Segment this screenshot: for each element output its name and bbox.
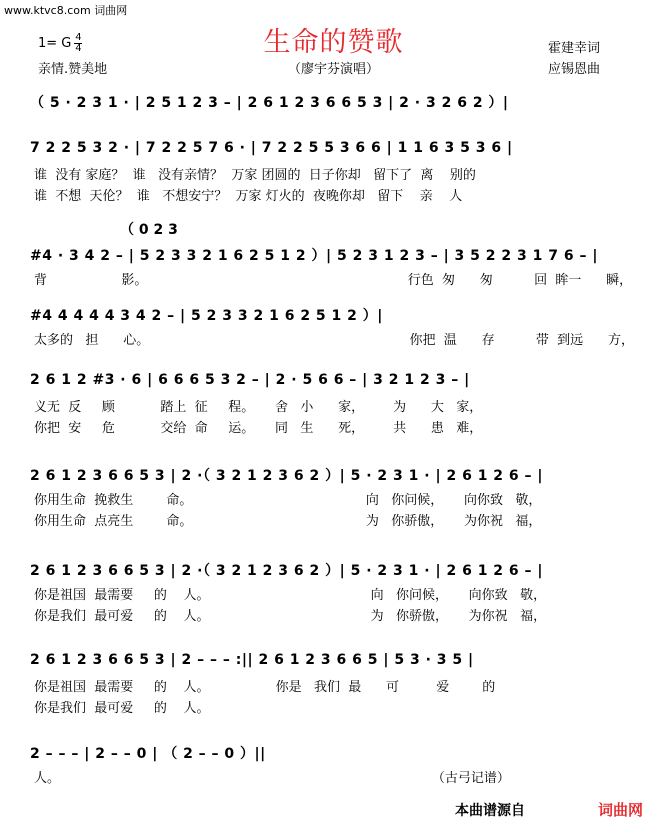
lyric-line: 太多的 担 心。 你把 温 存 带 到远 方， [34, 333, 634, 348]
lyric-line: 谁 没有 家庭？ 谁 没有亲情？ 万家 团圆的 日子你却 留下了 离 别的 [34, 168, 476, 183]
lyric-line: 你是祖国 最需要 的 人。 你是 我们 最 可 爱 的 [34, 680, 496, 695]
notation-line: 2 – – – | 2 – – 0 | （ 2 – – 0 ）|| [30, 746, 266, 762]
composer-credit: 应锡恩曲 [548, 62, 601, 77]
notation-line: #4 4 4 4 4 3 4 2 – | 5 2 3 3 2 1 6 2 5 1 2 ）| [30, 308, 383, 324]
time-top: 4 [75, 32, 82, 43]
notation-line: 2 6 1 2 #3 · 6 | 6 6 6 5 3 2 – | 2 · 5 6 6 – | 3 2 1 2 3 – | [30, 372, 470, 388]
key-label: 1= G [38, 36, 72, 51]
lyric-line: 你用生命 挽救生 命。 向 你问候， 向你致 敬， [34, 493, 542, 508]
singer-credit: （廖宇芬演唱） [287, 62, 379, 77]
notation-line: 2 6 1 2 3 6 6 5 3 | 2 ·（ 3 2 1 2 3 6 2 ）| 5 · 2 3 1 · | 2 6 1 2 6 – | [30, 563, 544, 579]
notation-line: 7 2 2 5 3 2 · | 7 2 2 5 7 6 · | 7 2 2 5 5 3 6 6 | 1 1 6 3 5 3 6 | [30, 140, 513, 156]
notation-line: 2 6 1 2 3 6 6 5 3 | 2 ·（ 3 2 1 2 3 6 2 ）| 5 · 2 3 1 · | 2 6 1 2 6 – | [30, 468, 544, 484]
lyric-line: 你把 安 危 交给 命 运。 同 生 死， 共 患 难， [34, 421, 483, 436]
key-signature [38, 33, 82, 54]
lyric-line: 义无 反 顾 踏上 征 程。 舍 小 家， 为 大 家， [34, 400, 483, 415]
lyric-line: 你是我们 最可爱 的 人。 [34, 701, 210, 716]
notation-line: 2 6 1 2 3 6 6 5 3 | 2 – – – :|| 2 6 1 2 3 6 6 5 | 5 3 · 3 5 | [30, 652, 474, 668]
site-watermark: www.ktvc8.com 词曲网 [4, 4, 128, 17]
lyric-line: 你用生命 点亮生 命。 为 你骄傲， 为你祝 福， [34, 514, 542, 529]
pickup-notes: （ 0 2 3 [120, 222, 178, 238]
lyric-line: 人。 （古弓记谱） [34, 771, 510, 786]
source-note: 本曲谱源自 [455, 803, 525, 819]
brand-logo: 词曲网 [598, 801, 644, 819]
time-bottom: 4 [75, 43, 82, 54]
lyricist-credit: 霍建幸词 [548, 41, 601, 56]
performance-style: 亲情.赞美地 [38, 62, 108, 77]
notation-line: （ 5 · 2 3 1 · | 2 5 1 2 3 – | 2 6 1 2 3 6 6 5 3 | 2 · 3 2 6 2 ）| [30, 95, 509, 111]
time-signature [74, 33, 82, 54]
song-title: 生命的赞歌 [263, 27, 404, 58]
lyric-line: 背 影。 行色 匆 匆 回 眸一 瞬， [34, 273, 633, 288]
lyric-line: 谁 不想 天伦？ 谁 不想安宁？ 万家 灯火的 夜晚你却 留下 亲 人 [34, 189, 463, 204]
lyric-line: 你是我们 最可爱 的 人。 为 你骄傲， 为你祝 福， [34, 609, 547, 624]
notation-line: #4 · 3 4 2 – | 5 2 3 3 2 1 6 2 5 1 2 ）| 5 2 3 1 2 3 – | 3 5 2 2 3 1 7 6 – | [30, 248, 598, 264]
lyric-line: 你是祖国 最需要 的 人。 向 你问候， 向你致 敬， [34, 588, 547, 603]
